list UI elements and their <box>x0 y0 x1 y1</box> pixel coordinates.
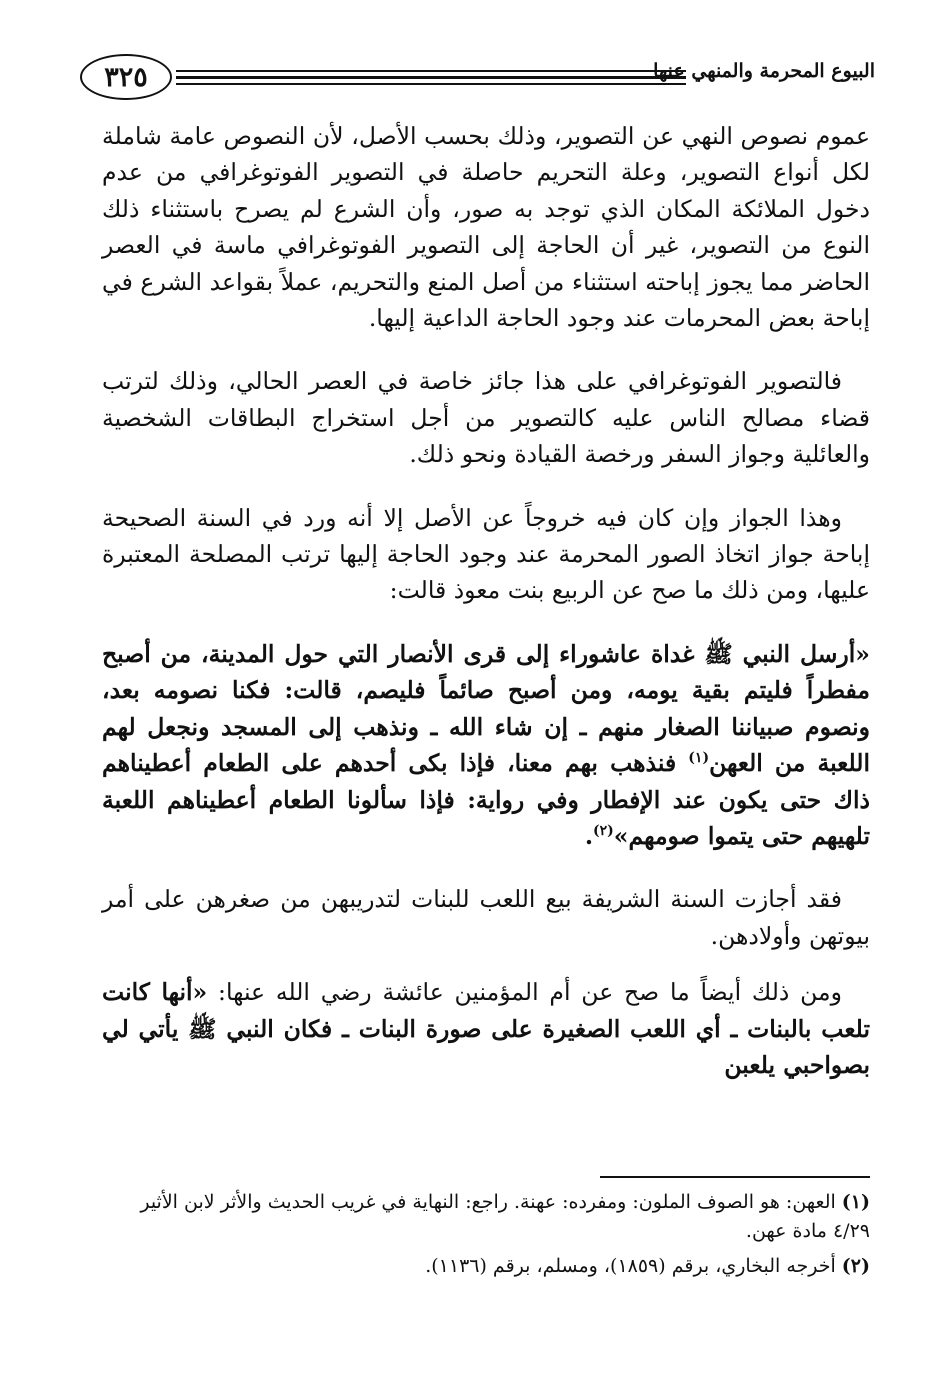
paragraph-3: وهذا الجواز وإن كان فيه خروجاً عن الأصل إلا أنه ورد في السنة الصحيحة إباحة جواز اتخاذ الصور المحرمة عند وجود الحاجة إليها ترتب المصلحة المعتبرة عليها، ومن ذلك ما صح عن الربيع بنت معوذ قالت: <box>102 503 870 605</box>
footnote-text: العهن: هو الصوف الملون: ومفرده: عهنة. راجع: النهاية في غريب الحديث والأثر لابن الأثير ٤/٢٩ مادة عهن. <box>140 1191 870 1242</box>
footnote-text: أخرجه البخاري، برقم (١٨٥٩)، ومسلم، برقم (١١٣٦). <box>425 1255 836 1277</box>
hadith-text-part-1: «أرسل النبي ﷺ غداة عاشوراء إلى قرى الأنصار التي حول المدينة، من أصبح مفطراً فليتم بقية يومه، ومن أصبح صائماً فليصم، قالت: فكنا نصومه بعد، ونصوم صبياننا الصغار منهم ـ إن شاء الله ـ ونذهب إلى المسجد ونجعل لهم اللعبة من العهن <box>102 639 870 778</box>
paragraph-6 <box>102 974 870 1083</box>
body-text <box>102 118 870 1110</box>
header-rule <box>176 76 686 79</box>
paragraph-1: عموم نصوص النهي عن التصوير، وذلك بحسب الأصل، لأن النصوص عامة شاملة لكل أنواع التصوير، وعلة التحريم حاصلة في التصوير الفوتوغرافي من عدم دخول الملائكة المكان الذي توجد به صور، وأن الشرع لم يصرح باستثناء ذلك النوع من التصوير، غير أن الحاجة إلى التصوير الفوتوغرافي ماسة في العصر الحاضر مما يجوز إباحته استثناء من أصل المنع والتحريم، عملاً بقواعد الشرع في إباحة بعض المحرمات عند وجود الحاجة الداعية إليها. <box>102 122 870 333</box>
page-number: ٣٢٥ <box>80 54 172 100</box>
page-header <box>80 42 875 112</box>
hadith-quote <box>102 636 870 854</box>
paragraph-2: فالتصوير الفوتوغرافي على هذا جائز خاصة في العصر الحالي، وذلك لترتب قضاء مصالح الناس عليه كالتصوير من أجل استخراج البطاقات الشخصية والعائلية وجواز السفر ورخصة القيادة ونحو ذلك. <box>102 367 870 469</box>
footnote-ref-1: (١) <box>688 750 710 767</box>
footnote-number: (١) <box>841 1191 870 1213</box>
footnote-2 <box>102 1252 870 1281</box>
paragraph-6-quote: «أنها كانت تلعب بالبنات ـ أي اللعب الصغيرة على صورة البنات ـ فكان النبي ﷺ يأتي لي بصواحبي يلعبن <box>102 978 870 1079</box>
paragraph-5: فقد أجازت السنة الشريفة بيع اللعب للبنات لتدريبهن من صغرهن على أمر بيوتهن وأولادهن. <box>102 885 870 950</box>
footnotes <box>102 1188 870 1287</box>
footnote-number: (٢) <box>841 1255 870 1277</box>
footnote-1 <box>102 1188 870 1246</box>
header-rule <box>176 83 686 85</box>
hadith-text-part-2: فنذهب بهم معنا، فإذا بكى أحدهم على الطعام أعطيناهم ذاك حتى يكون عند الإفطار وفي رواية: فإذا سألونا الطعام أعطيناهم اللعبة تلهيهم حتى يتموا صومهم» <box>102 749 870 850</box>
paragraph-6-intro: ومن ذلك أيضاً ما صح عن أم المؤمنين عائشة رضي الله عنها: <box>207 978 842 1007</box>
hadith-end-mark: . <box>584 821 594 850</box>
footnote-separator <box>600 1176 870 1178</box>
footnote-ref-2: (٢) <box>593 823 614 840</box>
running-title: البيوع المحرمة والمنهي عنها <box>653 60 875 82</box>
header-rule <box>176 70 686 72</box>
